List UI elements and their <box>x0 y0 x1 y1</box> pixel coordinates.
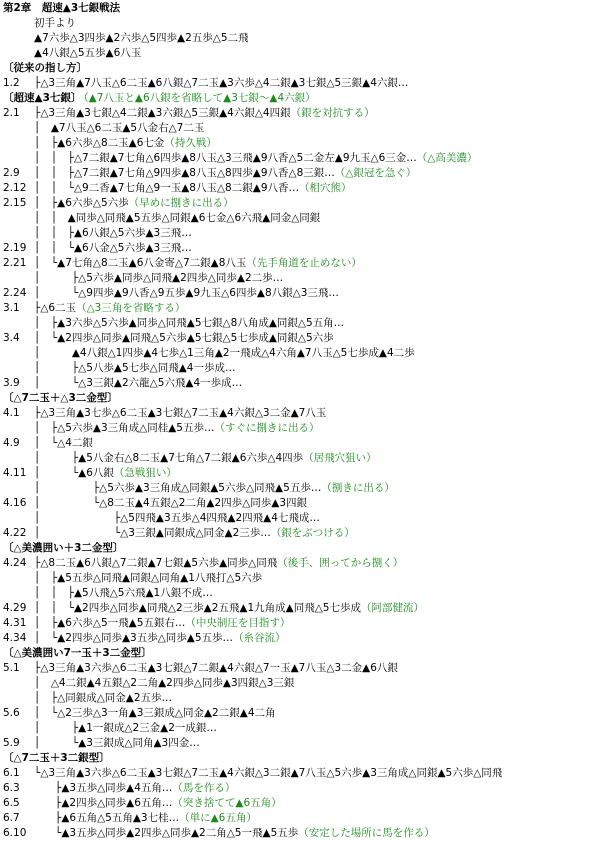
move-sequence: │ ├△5八歩▲5七歩△同飛▲4一歩成… <box>34 362 236 374</box>
line-content <box>34 721 217 736</box>
move-sequence: │ ├▲3六歩△5六歩▲同歩△同飛▲5七銀△8八角成▲同銀△5五角… <box>34 317 345 329</box>
move-sequence: │ △4二銀▲4五銀△2二角▲2四歩△同歩▲3四銀△3三銀 <box>34 677 295 689</box>
line-content <box>34 736 200 751</box>
line-content <box>34 556 403 571</box>
line-content <box>3 1 120 16</box>
move-sequence: │ └△8二玉▲4五銀△2二角▲2四歩△同歩▲3四銀 <box>34 497 307 509</box>
line-content <box>34 421 319 436</box>
line-number: 6.10 <box>3 827 27 839</box>
annotation-comment: （単に▲6五角） <box>179 812 257 824</box>
annotation-comment: （後手、囲ってから捌く） <box>277 557 404 569</box>
line-number: 4.22 <box>3 527 27 539</box>
line-content <box>34 151 477 166</box>
line-number: 5.1 <box>3 662 20 674</box>
move-sequence: │ ├△同銀成△同金▲2五歩… <box>34 692 173 704</box>
move-sequence: ├△8二玉▲6八銀△7二銀▲7七銀▲5六歩▲同歩△同飛 <box>34 557 278 569</box>
line-content <box>34 691 172 706</box>
line-content <box>34 46 141 61</box>
line-content <box>34 361 235 376</box>
line-number: 2.15 <box>3 197 27 209</box>
move-sequence: │ ├△5六歩▲同歩△同飛▲2四歩△同歩▲2二歩… <box>34 272 284 284</box>
section-heading: 〔従来の指し方〕 <box>3 62 87 74</box>
line-content <box>34 76 408 91</box>
line-content <box>34 811 257 826</box>
annotation-comment: （居飛穴狙い） <box>303 452 377 464</box>
move-sequence: │ │ ├▲6八銀△5六歩▲3三飛… <box>34 227 192 239</box>
line-content <box>34 121 204 136</box>
annotation-comment: （▲7八玉と▲6八銀を省略して▲3七銀～▲4六銀） <box>83 92 316 104</box>
annotation-comment: （安定した場所に馬を作る） <box>298 827 435 839</box>
annotation-comment: （すぐに捌きに出る） <box>214 422 320 434</box>
move-sequence: │ ├▲1一銀成△2三金▲2一成銀… <box>34 722 217 734</box>
move-sequence: │ ├▲6六歩△5六歩 <box>34 197 129 209</box>
move-sequence: └△3三角▲3六歩△6二玉▲3七銀△7二玉▲4六銀△3二銀▲7八玉△5六歩▲3三角成△同銀▲5六歩△同飛 <box>34 767 503 779</box>
line-number: 4.9 <box>3 437 20 449</box>
move-sequence: ├△3三角▲3七歩△6二玉▲3七銀△7二玉▲4六銀△3二金▲7八玉 <box>34 407 327 419</box>
move-sequence: ├▲3五歩△同歩▲4五角… <box>34 782 173 794</box>
annotation-comment: （△銀冠を急ぐ） <box>334 167 417 179</box>
move-sequence: │ └△3三銀▲2六龍△5六飛▲4一歩成… <box>34 377 243 389</box>
move-sequence: │ ├▲6六歩△5一飛▲5五銀右… <box>34 617 186 629</box>
move-sequence: │ └△9四歩▲9八香△9五歩▲9九玉△6四歩▲8八銀△3三飛… <box>34 287 339 299</box>
line-content <box>34 346 415 361</box>
line-content <box>34 256 362 271</box>
line-content <box>34 601 424 616</box>
line-number: 3.4 <box>3 332 20 344</box>
line-content <box>34 31 249 46</box>
line-content <box>34 196 234 211</box>
annotation-comment: （突き捨てて▲6五角） <box>172 797 282 809</box>
line-content <box>3 391 120 406</box>
annotation-comment: （早めに捌きに出る） <box>128 197 234 209</box>
line-number: 2.19 <box>3 242 27 254</box>
line-content <box>34 586 213 601</box>
line-content <box>34 826 435 841</box>
move-sequence: │ └▲3三銀成△同角▲3四金… <box>34 737 200 749</box>
annotation-comment: （持久戦） <box>164 137 217 149</box>
annotation-comment: （銀をぶつける） <box>270 527 355 539</box>
annotation-comment: （捌きに出る） <box>321 482 395 494</box>
line-number: 5.6 <box>3 707 20 719</box>
move-sequence: │ │ └▲6八金△5六歩▲3三飛… <box>34 242 192 254</box>
line-number: 2.1 <box>3 107 20 119</box>
line-content <box>3 751 112 766</box>
annotation-comment: （阿部健流） <box>360 602 424 614</box>
line-content <box>34 301 185 316</box>
line-content <box>34 136 217 151</box>
move-sequence: │ │ ├▲5八飛△5六飛▲1八銀不成… <box>34 587 213 599</box>
line-number: 2.12 <box>3 182 27 194</box>
line-number: 4.16 <box>3 497 27 509</box>
annotation-comment: （急戦狙い） <box>113 467 177 479</box>
line-content <box>34 16 76 31</box>
annotation-comment: （銀を対抗する） <box>290 107 375 119</box>
line-content <box>34 241 192 256</box>
line-content <box>34 661 398 676</box>
line-content <box>34 496 307 511</box>
chapter-title: 第2章 超速▲3七銀戦法 <box>3 2 121 14</box>
line-number: 4.1 <box>3 407 20 419</box>
line-number: 2.24 <box>3 287 27 299</box>
section-heading: 〔超速▲3七銀〕 <box>3 92 82 104</box>
move-sequence: │ ├△5四飛▲3五歩△4四飛▲2四飛▲4七飛成… <box>34 512 320 524</box>
line-number: 6.7 <box>3 812 20 824</box>
line-content <box>34 211 320 226</box>
line-number: 2.21 <box>3 257 27 269</box>
move-sequence: ├△3三角▲7八玉△6二玉▲6八銀△7二玉▲3六歩△4二銀▲3七銀△5三銀▲4六銀… <box>34 77 409 89</box>
annotation-comment: （△高美濃） <box>416 152 478 164</box>
line-number: 6.1 <box>3 767 20 779</box>
section-heading: 〔△7二玉＋△3二金型〕 <box>3 392 118 404</box>
move-sequence: │ ├▲5五歩△同飛▲同銀△同角▲1八飛打△5六歩 <box>34 572 263 584</box>
move-sequence: │ └△4二銀 <box>34 437 93 449</box>
line-content <box>34 526 355 541</box>
line-content <box>34 226 192 241</box>
move-sequence: ├△3三角▲3六歩△6二玉▲3七銀△7二銀▲4六銀△7一玉▲7八玉△3二金▲6八銀 <box>34 662 398 674</box>
line-number: 2.9 <box>3 167 20 179</box>
line-number: 4.11 <box>3 467 27 479</box>
section-heading: 〔△7二玉＋3二銀型〕 <box>3 752 110 764</box>
move-sequence: │ └△2三歩△3一角▲3三銀成△同金▲2二銀▲4二角 <box>34 707 276 719</box>
move-sequence: │ │ ├△7二銀▲7七角△6四歩▲8八玉△3三飛▲9八香△5二金左▲9九玉△6三金… <box>34 152 417 164</box>
line-number: 3.1 <box>3 302 20 314</box>
line-number: 4.29 <box>3 602 27 614</box>
line-content <box>34 271 283 286</box>
annotation-comment: （中央制圧を目指す） <box>185 617 291 629</box>
line-content <box>3 61 89 76</box>
section-heading: 〔△美濃囲い＋3二金型〕 <box>3 542 124 554</box>
section-heading: 〔△美濃囲い7一玉＋3二金型〕 <box>3 647 152 659</box>
move-sequence: │ ├△5六歩▲3三角成△同銀▲5六歩△同飛▲5五歩… <box>34 482 322 494</box>
annotation-comment: （糸谷流） <box>233 632 286 644</box>
line-content <box>3 646 154 661</box>
move-sequence: │ ▲4八銀△1四歩▲4七歩△1三角▲2一飛成△4六角▲7八玉△5七歩成▲4二歩 <box>34 347 415 359</box>
line-content <box>34 481 395 496</box>
line-content <box>3 541 125 556</box>
line-number: 6.5 <box>3 797 20 809</box>
line-content <box>34 631 286 646</box>
move-sequence: │ │ └▲2四歩△同歩▲同飛△2三歩▲2五飛▲1九角成▲同飛△5七歩成 <box>34 602 361 614</box>
line-number: 4.34 <box>3 632 27 644</box>
move-sequence: ├▲2四歩△同歩▲6五角… <box>34 797 173 809</box>
move-sequence: │ ├△5六歩▲3三角成△同桂▲5五歩… <box>34 422 215 434</box>
line-content <box>34 766 502 781</box>
move-sequence: ▲4八銀△5五歩▲6八玉 <box>34 47 142 59</box>
line-content <box>3 91 316 106</box>
line-content <box>34 511 320 526</box>
line-content <box>34 781 235 796</box>
line-content <box>34 571 262 586</box>
move-sequence: ├△3三角▲3七銀△4二銀▲3六銀△5三銀▲4六銀△4四銀 <box>34 107 291 119</box>
line-number: 4.31 <box>3 617 27 629</box>
move-sequence: ├△6二玉 <box>34 302 77 314</box>
line-content <box>34 616 290 631</box>
line-content <box>34 466 177 481</box>
line-number: 4.24 <box>3 557 27 569</box>
line-content <box>34 376 242 391</box>
line-number: 1.2 <box>3 77 20 89</box>
move-sequence: └▲3五歩△同歩▲2四歩△同歩▲2二角△5一飛▲5五歩 <box>34 827 299 839</box>
line-content <box>34 451 377 466</box>
move-sequence: ▲7六歩△3四歩▲2六歩△5四歩▲2五歩△5二飛 <box>34 32 249 44</box>
line-content <box>34 331 334 346</box>
line-number: 3.9 <box>3 377 20 389</box>
line-content <box>34 706 276 721</box>
move-sequence: │ └▲2四歩△同歩▲同飛△5六歩▲5七銀△5七歩成▲同銀△5六歩 <box>34 332 334 344</box>
line-content <box>34 286 339 301</box>
move-sequence: │ └▲7七角△8二玉▲6八金寄△7二銀▲8八玉 <box>34 257 247 269</box>
annotation-comment: （先手角道を止めない） <box>246 257 362 269</box>
line-content <box>34 106 375 121</box>
move-sequence: ├▲6五角△5五角▲3七桂… <box>34 812 180 824</box>
line-content <box>34 166 416 181</box>
line-content <box>34 676 294 691</box>
move-sequence: │ ├▲5八金右△8二玉▲7七角△7二銀▲6六歩△4四歩 <box>34 452 304 464</box>
move-sequence: │ ├▲6六歩△8二玉▲6七金 <box>34 137 165 149</box>
line-number: 5.9 <box>3 737 20 749</box>
line-content <box>34 436 93 451</box>
annotation-comment: （馬を作る） <box>172 782 236 794</box>
line-content <box>34 796 282 811</box>
move-sequence: │ └▲6八銀 <box>34 467 114 479</box>
line-number: 6.3 <box>3 782 20 794</box>
line-content <box>34 181 352 196</box>
annotation-comment: （相穴熊） <box>299 182 352 194</box>
move-sequence: 初手より <box>34 17 76 29</box>
move-sequence: │ │ ▲同歩△同飛▲5五歩△同銀▲6七金△6六飛▲同金△同銀 <box>34 212 321 224</box>
line-content <box>34 406 326 421</box>
line-content <box>34 316 344 331</box>
move-sequence: │ │ ├△7二銀▲7七角△9四歩▲8八玉△8四歩▲9八香△8三銀… <box>34 167 335 179</box>
move-sequence: │ └▲2四歩△同歩▲3五歩△同歩▲5五歩… <box>34 632 234 644</box>
move-sequence: │ ▲7八玉△6二玉▲5八金右△7二玉 <box>34 122 205 134</box>
annotation-comment: （△3三角を省略する） <box>76 302 186 314</box>
move-sequence: │ └△3三銀▲同銀成△同金▲2三歩… <box>34 527 271 539</box>
move-sequence: │ │ └△9二香▲7七角△9一玉▲8八玉△8二銀▲9八香… <box>34 182 299 194</box>
